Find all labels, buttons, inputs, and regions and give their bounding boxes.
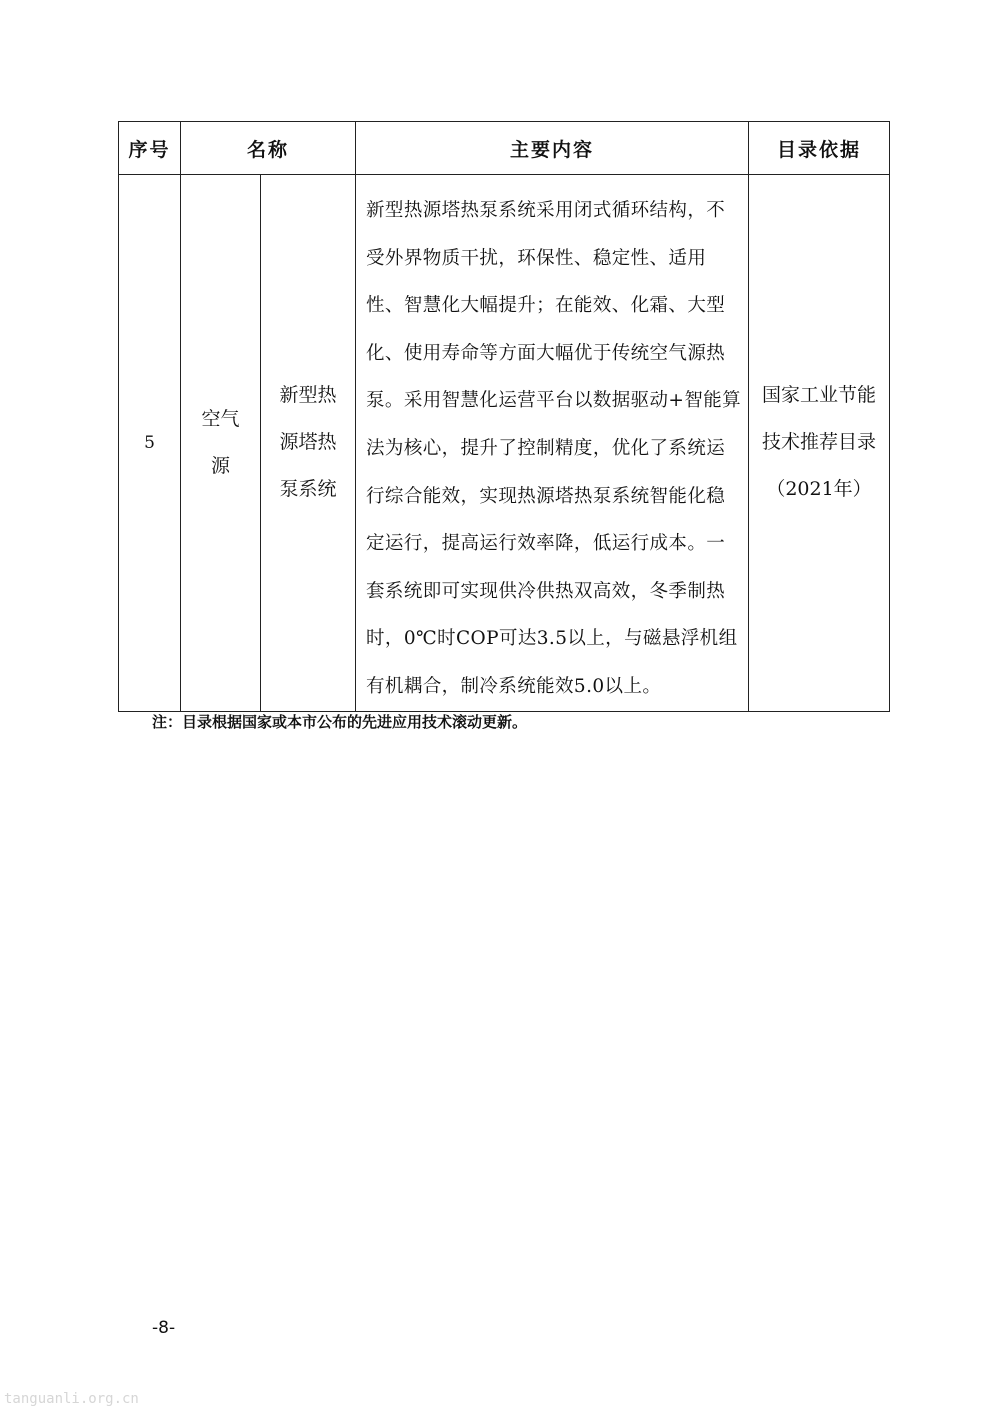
row-category-cell [181,175,261,712]
table-header-row [119,122,890,175]
header-content: 主要内容 [356,122,749,175]
row-name-cell [261,175,356,712]
header-seq: 序号 [119,122,181,175]
row-seq: 5 [119,175,181,712]
row-basis: 国家工业节能技术推荐目录（2021年） [762,384,877,501]
table-note: 注：目录根据国家或本市公布的先进应用技术滚动更新。 [152,713,528,731]
technology-table [118,121,890,712]
header-basis: 目录依据 [749,122,890,175]
row-basis-cell [749,175,890,712]
page-number: -8- [152,1318,176,1338]
watermark-text: tanguanli.org.cn [4,1391,139,1407]
row-content: 新型热源塔热泵系统采用闭式循环结构，不受外界物质干扰，环保性、稳定性、适用性、智慧化大幅提升；在能效、化霜、大型化、使用寿命等方面大幅优于传统空气源热泵。采用智慧化运营平台以数据驱动+智能算法为核心，提升了控制精度，优化了系统运行综合能效，实现热源塔热泵系统智能化稳定运行，提高运行效率降，低运行成本。一套系统即可实现供冷供热双高效，冬季制热时，0℃时COP可达3.5以上，与磁悬浮机组有机耦合，制冷系统能效5.0以上。 [356,175,749,712]
header-name: 名称 [181,122,356,175]
row-name: 新型热源塔热泵系统 [279,384,337,501]
table-row [119,175,890,712]
row-category: 空气源 [201,407,240,477]
